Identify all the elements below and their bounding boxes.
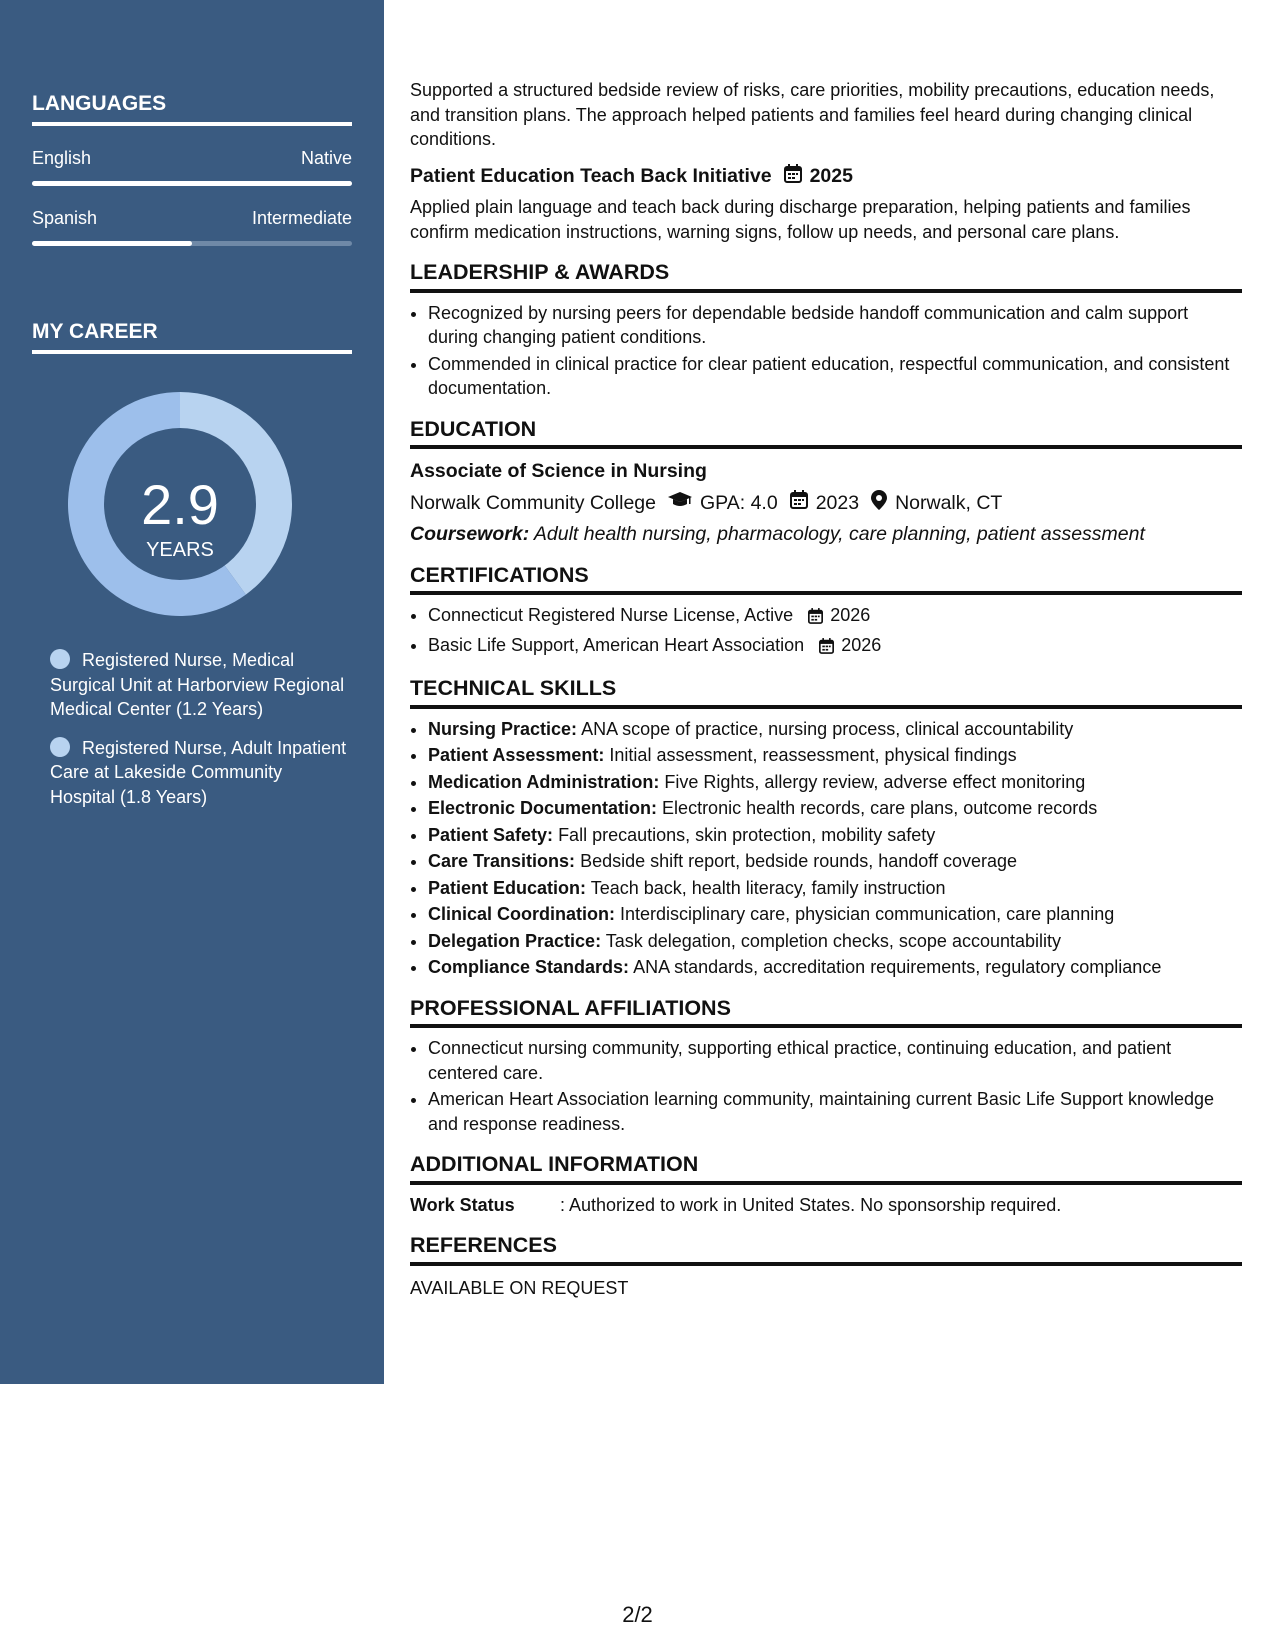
language-item [32, 148, 352, 186]
project-title-row [410, 164, 1242, 190]
certification-year: 2026 [841, 634, 882, 655]
skill-label: Care Transitions: [428, 851, 576, 871]
skill-text: ANA standards, accreditation requirements, regulatory compliance [633, 957, 1162, 977]
skill-label: Patient Safety: [428, 824, 554, 845]
certifications-heading: CERTIFICATIONS [410, 563, 1242, 596]
skill-label: Patient Education: [428, 877, 587, 898]
project-description: Applied plain language and teach back during discharge preparation, helping patients and families confirm medication instructions, warning signs, follow up needs, and personal care plans. [410, 197, 1191, 242]
leadership-item: • Commended in clinical practice for clear patient education, respectful communication, and consistent documentation. [428, 352, 1242, 401]
leadership-list [410, 301, 1242, 401]
references-heading: REFERENCES [410, 1233, 1242, 1266]
education-degree: Associate of Science in Nursing [410, 460, 707, 482]
education-location: Norwalk, CT [895, 491, 1003, 514]
sidebar [0, 0, 384, 1384]
leadership-item: • Recognized by nursing peers for dependable bedside handoff communication and calm support during changing patient conditions. [428, 301, 1242, 350]
education-coursework [410, 522, 1242, 547]
career-item-text: Registered Nurse, Medical Surgical Unit at Harborview Regional Medical Center (1.2 Years) [50, 650, 345, 719]
affiliations-heading: PROFESSIONAL AFFILIATIONS [410, 996, 1242, 1029]
calendar-icon [790, 490, 808, 516]
certifications-list [410, 603, 1242, 660]
skill-label: Electronic Documentation: [428, 798, 658, 818]
certification-item [428, 603, 1242, 631]
career-list [32, 648, 352, 809]
language-proficiency-fill [32, 241, 192, 246]
references-text: AVAILABLE ON REQUEST [410, 1277, 629, 1298]
calendar-icon [784, 164, 802, 190]
certification-year: 2026 [830, 605, 871, 625]
education-heading: EDUCATION [410, 417, 1242, 450]
calendar-icon [819, 636, 834, 661]
education-details [410, 490, 1242, 517]
skill-text: Five Rights, allergy review, adverse effect monitoring [664, 771, 1086, 792]
main-content [410, 78, 1242, 1300]
coursework-text: Adult health nursing, pharmacology, care planning, patient assessment [533, 523, 1145, 545]
language-proficiency-bar [32, 181, 352, 186]
language-name: English [32, 148, 92, 168]
languages-list [32, 148, 352, 246]
languages-section [32, 92, 352, 246]
language-name: Spanish [32, 208, 98, 228]
affiliation-item: • American Heart Association learning community, maintaining current Basic Life Support knowledge and response readiness. [428, 1087, 1242, 1136]
skill-label: Delegation Practice: [428, 930, 602, 951]
skill-item [428, 849, 1242, 874]
skill-item [428, 955, 1242, 980]
bullet-dot-icon [50, 649, 70, 669]
affiliation-item: • Connecticut nursing community, supporting ethical practice, continuing education, and patient centered care. [428, 1036, 1242, 1085]
skill-item [428, 770, 1242, 795]
skill-item [428, 796, 1242, 821]
skill-item [428, 929, 1242, 954]
skills-heading: TECHNICAL SKILLS [410, 676, 1242, 709]
language-item [32, 208, 352, 246]
certification-name: Basic Life Support, American Heart Association [428, 634, 805, 655]
page-number: 2/2 [622, 1602, 653, 1627]
skill-item [428, 743, 1242, 768]
skill-text: Task delegation, completion checks, scope accountability [605, 930, 1062, 951]
education-year: 2023 [815, 491, 860, 514]
leadership-heading: LEADERSHIP & AWARDS [410, 260, 1242, 293]
language-proficiency-bar [32, 241, 352, 246]
language-level: Native [300, 148, 352, 168]
skill-text: ANA scope of practice, nursing process, clinical accountability [581, 718, 1074, 739]
career-total-unit: YEARS [146, 539, 214, 561]
coursework-label: Coursework: [410, 523, 530, 545]
languages-heading: LANGUAGES [32, 92, 352, 126]
skill-item [428, 902, 1242, 927]
intro-paragraph: Supported a structured bedside review of risks, care priorities, mobility precautions, education needs, and transition plans. The approach helped patients and families feel heard during changing clinical conditions. [410, 80, 1215, 149]
language-level: Intermediate [251, 208, 352, 228]
skill-text: Initial assessment, reassessment, physical findings [609, 745, 1017, 765]
skill-item [428, 876, 1242, 901]
certification-item [428, 633, 1242, 661]
skill-item [428, 823, 1242, 848]
certification-name: Connecticut Registered Nurse License, Active [428, 605, 794, 625]
skill-text: Electronic health records, care plans, outcome records [662, 798, 1098, 818]
work-status-value: : Authorized to work in United States. No sponsorship required. [560, 1194, 1062, 1215]
affiliations-list [410, 1036, 1242, 1136]
skill-label: Compliance Standards: [428, 957, 630, 977]
bullet-dot-icon [50, 737, 70, 757]
graduation-cap-icon [668, 491, 692, 516]
career-item [50, 648, 352, 722]
skill-text: Bedside shift report, bedside rounds, handoff coverage [580, 851, 1018, 871]
work-status-label: Work Status [410, 1194, 515, 1215]
project-title: Patient Education Teach Back Initiative [410, 165, 772, 187]
additional-info-heading: ADDITIONAL INFORMATION [410, 1152, 1242, 1185]
education-school: Norwalk Community College [410, 491, 656, 514]
career-item-text: Registered Nurse, Adult Inpatient Care at Lakeside Community Hospital (1.8 Years) [50, 737, 347, 807]
location-pin-icon [871, 490, 887, 517]
language-proficiency-fill [32, 181, 352, 186]
skill-label: Patient Assessment: [428, 745, 605, 765]
career-heading: MY CAREER [32, 320, 352, 354]
skills-list [410, 717, 1242, 980]
career-donut-chart [32, 364, 352, 624]
career-item [50, 736, 352, 810]
education-gpa: GPA: 4.0 [700, 491, 778, 514]
skill-label: Nursing Practice: [428, 718, 578, 739]
skill-text: Fall precautions, skin protection, mobility safety [558, 824, 936, 845]
work-status-row [410, 1193, 1242, 1218]
skill-text: Interdisciplinary care, physician communication, care planning [620, 904, 1115, 924]
career-total-years: 2.9 [141, 473, 219, 536]
skill-item [428, 717, 1242, 742]
project-year: 2025 [809, 165, 853, 187]
skill-text: Teach back, health literacy, family instruction [590, 877, 946, 898]
skill-label: Clinical Coordination: [428, 904, 615, 924]
skill-label: Medication Administration: [428, 771, 660, 792]
calendar-icon [808, 606, 823, 631]
career-section [32, 320, 352, 823]
